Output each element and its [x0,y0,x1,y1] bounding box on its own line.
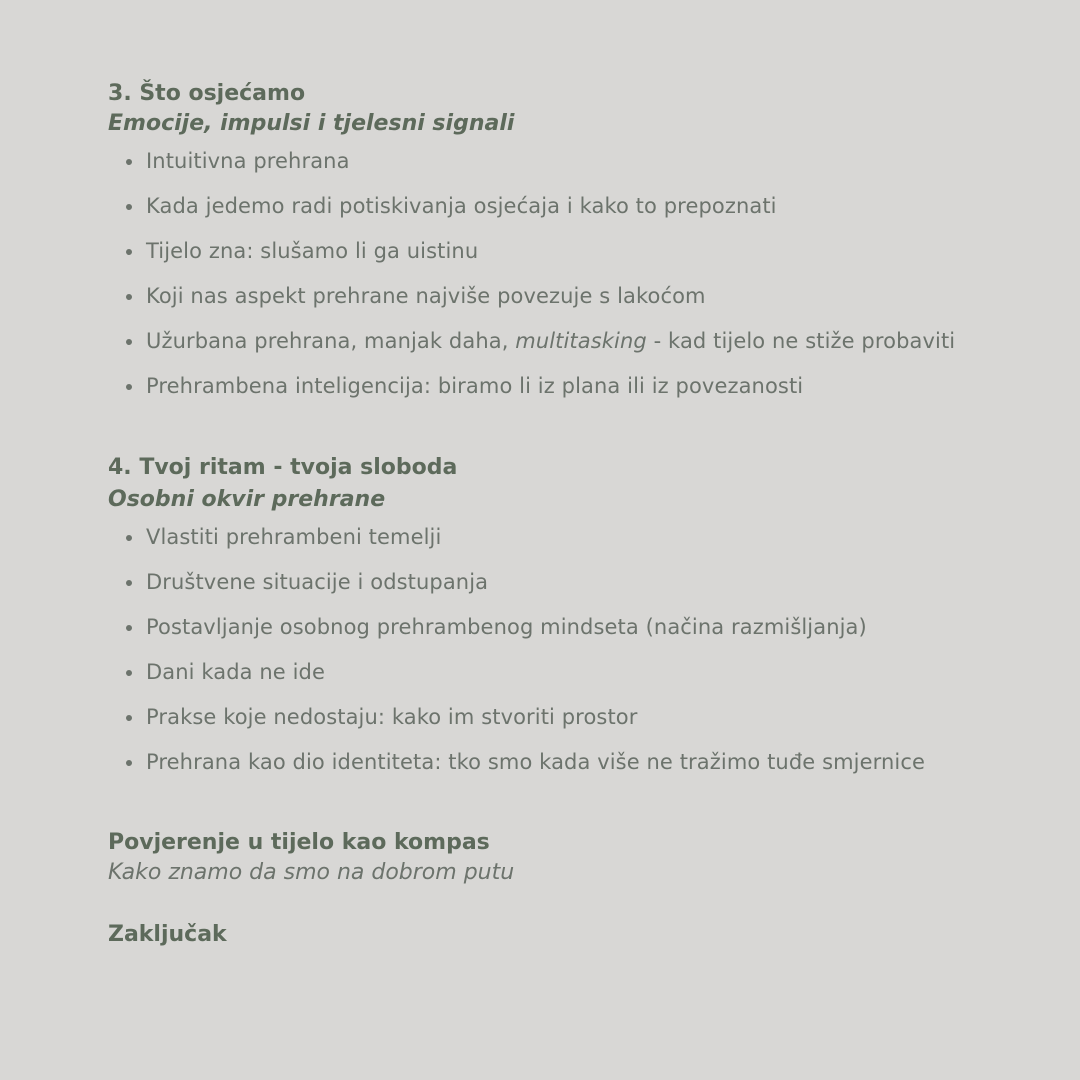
document-page [108,79,1028,950]
list-item: Prakse koje nedostaju: kako im stvoriti prostor [108,695,1028,740]
list-item: Koji nas aspekt prehrane najviše povezuje s lakoćom [108,274,1028,319]
list-item: Prehrana kao dio identiteta: tko smo kada više ne tražimo tuđe smjernice [108,740,1028,785]
section-5-heading: Povjerenje u tijelo kao kompas [108,830,490,855]
section-3-number: 3 [108,81,124,106]
section-3-heading [108,79,1028,109]
list-item: Vlastiti prehrambeni temelji [108,515,1028,560]
list-item: Kada jedemo radi potiskivanja osjećaja i kako to prepoznati [108,184,1028,229]
list-item-italic-text: multitasking [515,329,647,353]
list-item: Postavljanje osobnog prehrambenog mindseta (načina razmišljanja) [108,605,1028,650]
conclusion-heading: Zaključak [108,922,227,947]
list-item: Dani kada ne ide [108,650,1028,695]
section-3 [108,79,1028,409]
list-item: Društvene situacije i odstupanja [108,560,1028,605]
section-5 [108,828,1028,888]
section-6 [108,920,1028,950]
list-item: Intuitivna prehrana [108,139,1028,184]
list-item-text: - kad tijelo ne stiže probaviti [646,329,956,353]
section-3-list [108,139,1028,409]
section-3-title: . Što osjećamo [123,81,306,106]
section-5-subtitle: Kako znamo da smo na dobrom putu [108,860,515,885]
section-4 [108,453,1028,785]
list-item: Prehrambena inteligencija: biramo li iz plana ili iz povezanosti [108,364,1028,409]
list-item: Tijelo zna: slušamo li ga uistinu [108,229,1028,274]
section-4-subtitle: Osobni okvir prehrane [108,487,386,512]
list-item [108,319,1028,364]
section-4-heading: 4. Tvoj ritam - tvoja sloboda [108,455,458,480]
list-item-text: Užurbana prehrana, manjak daha, [146,329,516,353]
section-3-subtitle: Emocije, impulsi i tjelesni signali [108,111,515,136]
section-4-list [108,515,1028,785]
